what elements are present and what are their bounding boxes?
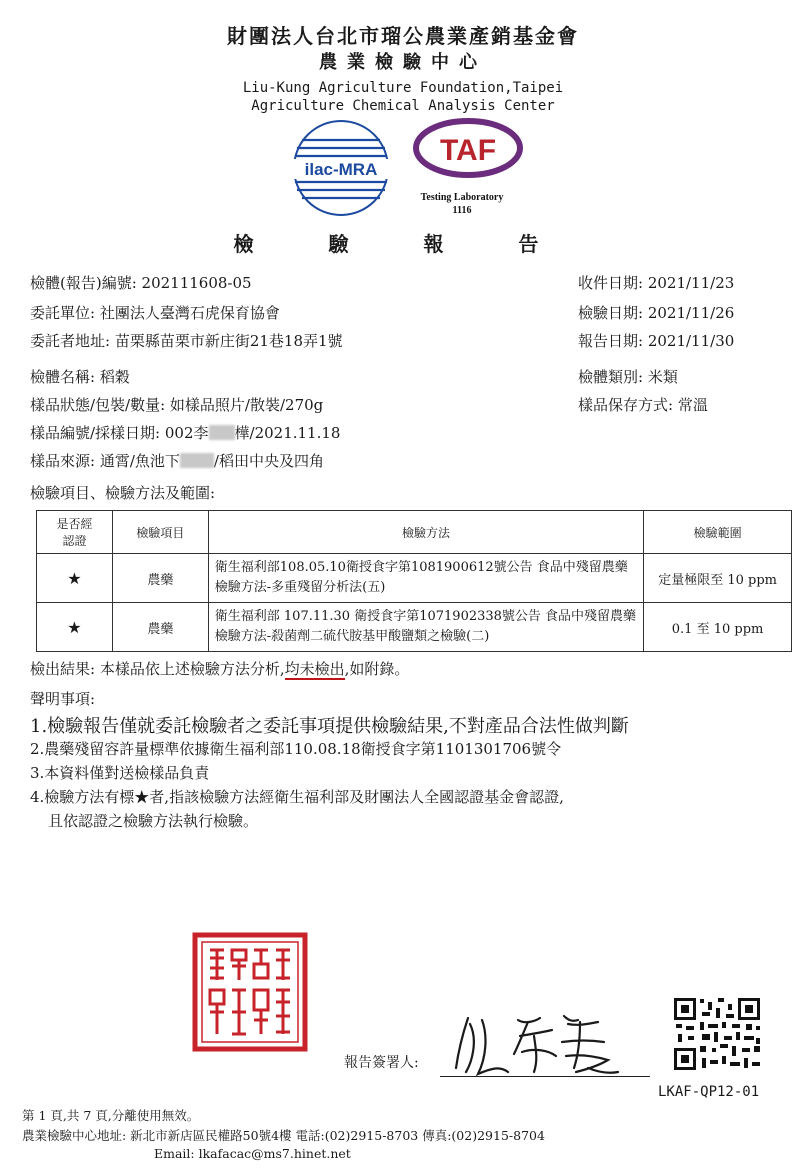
sample-type: 檢體類別: 米類 (578, 368, 678, 386)
result-prefix: 檢出結果: 本樣品依上述檢驗方法分析, (30, 660, 285, 678)
sample-number (30, 422, 340, 443)
official-seal (192, 932, 308, 1052)
handwritten-signature (448, 1006, 628, 1080)
org-title: 財團法人台北市瑠公農業產銷基金會 (227, 24, 579, 48)
taf-logo-text: TAF (439, 134, 497, 167)
test-date: 檢驗日期: 2021/11/26 (578, 304, 735, 322)
declarations-heading: 聲明事項: (30, 690, 96, 708)
table-caption: 檢驗項目、檢驗方法及範圍: (30, 484, 216, 502)
ilac-mra-logo (288, 118, 394, 218)
center-title: 農業檢驗中心 (319, 52, 487, 73)
header-method: 檢驗方法 (208, 511, 643, 554)
header-range: 檢驗範圍 (644, 511, 792, 554)
sample-source-prefix: 樣品來源: 通霄/魚池下 (30, 452, 180, 470)
sample-state: 樣品狀態/包裝/數量: 如樣品照片/散裝/270g (30, 396, 324, 414)
redaction-block (180, 453, 214, 468)
sample-source-suffix: /稻田中央及四角 (213, 452, 324, 470)
test-item: 農藥 (112, 603, 208, 652)
result-suffix: ,如附錄。 (344, 660, 410, 678)
report-date: 報告日期: 2021/11/30 (578, 332, 735, 350)
declaration-item: 1.檢驗報告僅就委託檢驗者之委託事項提供檢驗結果,不對產品合法性做判斷 (30, 716, 629, 737)
footer-address: 農業檢驗中心地址: 新北市新店區民權路50號4樓 電話:(02)2915-8703 傳真:(02)2915-8704 (22, 1128, 545, 1143)
form-code: LKAF-QP12-01 (658, 1084, 760, 1100)
sample-number-suffix: 樺/2021.11.18 (234, 424, 341, 442)
table-row (37, 603, 792, 652)
ilac-logo-text: ilac-MRA (304, 160, 378, 179)
header-certified: 是否經 認證 (37, 511, 113, 554)
received-date: 收件日期: 2021/11/23 (578, 274, 735, 292)
certified-star: ★ (37, 603, 113, 652)
test-result (30, 658, 409, 679)
english-name-line2: Agriculture Chemical Analysis Center (251, 98, 555, 114)
declaration-item: 3.本資料僅對送檢樣品負責 (30, 764, 210, 782)
test-item: 農藥 (112, 554, 208, 603)
declaration-item: 2.農藥殘留容許量標準依據衛生福利部110.08.18衛授食字第1101301706號令 (30, 740, 562, 758)
taf-caption-1: Testing Laboratory (420, 192, 504, 203)
test-items-table (36, 510, 792, 652)
test-range: 定量極限至 10 ppm (644, 554, 792, 603)
sample-number-prefix: 樣品編號/採樣日期: 002李 (30, 424, 209, 442)
sample-source (30, 450, 324, 471)
english-name-line1: Liu-Kung Agriculture Foundation,Taipei (242, 80, 564, 96)
declaration-item: 4.檢驗方法有標★者,指該檢驗方法經衛生福利部及財團法人全國認證基金會認證, (30, 788, 564, 806)
certified-star: ★ (37, 554, 113, 603)
client: 委託單位: 社團法人臺灣石虎保育協會 (30, 304, 280, 322)
report-number: 檢體(報告)編號: 202111608-05 (30, 274, 252, 292)
test-range: 0.1 至 10 ppm (644, 603, 792, 652)
test-method: 衛生福利部108.05.10衛授食字第1081900612號公告 食品中殘留農藥檢驗方法-多重殘留分析法(五) (208, 554, 643, 603)
signer-label: 報告簽署人: (344, 1055, 419, 1071)
redaction-block (209, 425, 235, 440)
header-item: 檢驗項目 (112, 511, 208, 554)
taf-caption-2: 1116 (452, 205, 472, 216)
declaration-item: 且依認證之檢驗方法執行檢驗。 (48, 812, 259, 830)
page-info: 第 1 頁,共 7 頁,分離使用無效。 (22, 1108, 200, 1123)
table-row (37, 554, 792, 603)
qr-code (672, 996, 762, 1072)
report-title: 檢 驗 報 告 (233, 232, 573, 256)
signature-line (440, 1076, 650, 1077)
client-address: 委託者地址: 苗栗縣苗栗市新庄街21巷18弄1號 (30, 332, 343, 350)
footer-email: Email: lkafacac@ms7.hinet.net (154, 1146, 351, 1161)
storage-method: 樣品保存方式: 常溫 (578, 396, 708, 414)
result-highlight: 均未檢出 (284, 660, 345, 678)
test-method: 衛生福利部 107.11.30 衛授食字第1071902338號公告 食品中殘留農藥檢驗方法-殺菌劑二硫代胺基甲酸鹽類之檢驗(二) (208, 603, 643, 652)
table-header-row (37, 511, 792, 554)
sample-name: 檢體名稱: 稻穀 (30, 368, 130, 386)
taf-logo (408, 118, 528, 218)
